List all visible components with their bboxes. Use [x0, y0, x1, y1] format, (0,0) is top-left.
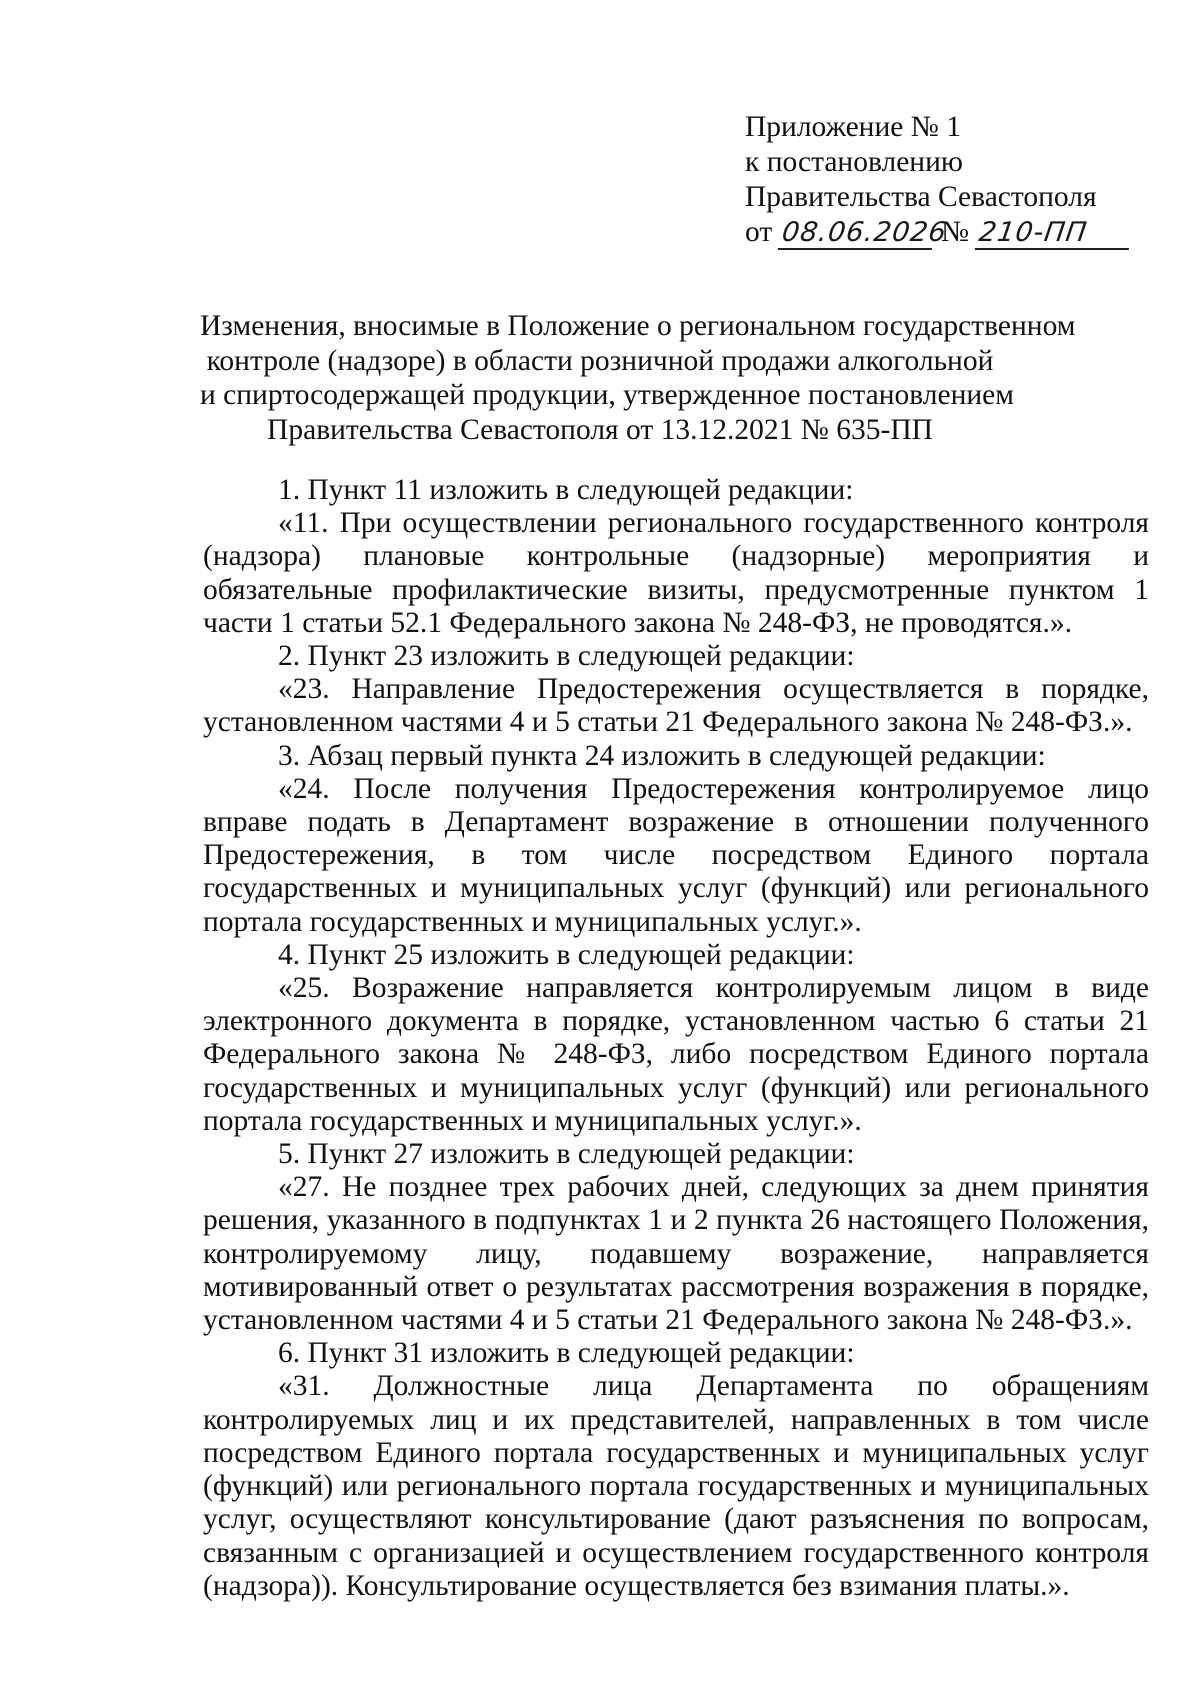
- paragraph-quote-23: «23. Направление Предостережения осуществляется в порядке, установленном частями 4 и 5 статьи 21 Федерального закона № 248-ФЗ.».: [203, 673, 1149, 739]
- handwritten-date: 08.06.2026: [777, 218, 935, 250]
- number-label: №: [941, 216, 970, 248]
- title-line: контроле (надзоре) в области розничной продажи алкогольной: [206, 344, 994, 377]
- appendix-date-line: [745, 215, 1145, 250]
- paragraph-item-3: 3. Абзац первый пункта 24 изложить в следующей редакции:: [278, 739, 1046, 772]
- paragraph-quote-31: «31. Должностные лица Департамента по обращениям контролируемых лиц и их представителей, направленных в том числе посредством Единого портала государственных и муниципальных услуг (функций) или регионального портала государственных и муниципальных услуг, осуществляют консультирование (дают разъяснения по вопросам, связанным с организацией и осуществлением государственного контроля (надзора)). Консультирование осуществляется без взимания платы.».: [203, 1370, 1149, 1602]
- appendix-number: Приложение № 1: [745, 111, 961, 143]
- paragraph-item-4: 4. Пункт 25 изложить в следующей редакции:: [278, 938, 855, 971]
- title-line: Изменения, вносимые в Положение о региональном государственном: [200, 310, 1076, 342]
- paragraph-item-2: 2. Пункт 23 изложить в следующей редакции:: [278, 640, 855, 673]
- paragraph-quote-25: «25. Возражение направляется контролируемым лицом в виде электронного документа в порядке, установленном частью 6 статьи 21 Федерального закона № 248-ФЗ, либо посредством Единого портала государственных и муниципальных услуг (функций) или регионального портала государственных и муниципальных услуг.».: [203, 972, 1149, 1137]
- appendix-to-resolution: к постановлению: [745, 146, 963, 178]
- appendix-header: [745, 110, 1145, 250]
- document-title: [200, 309, 1076, 447]
- paragraph-quote-24: «24. После получения Предостережения контролируемое лицо вправе подать в Департамент возражение в отношении полученного Предостережения, в том числе посредством Единого портала государственных и муниципальных услуг (функций) или регионального портала государственных и муниципальных услуг.».: [203, 772, 1149, 938]
- from-label: от: [745, 216, 773, 248]
- paragraph-item-6: 6. Пункт 31 изложить в следующей редакции:: [278, 1337, 855, 1370]
- document-body: [203, 474, 1149, 1603]
- paragraph-item-5: 5. Пункт 27 изложить в следующей редакции:: [278, 1138, 855, 1171]
- appendix-government: Правительства Севастополя: [745, 181, 1097, 213]
- paragraph-quote-11: «11. При осуществлении регионального государственного контроля (надзора) плановые контрольные (надзорные) мероприятия и обязательные профилактические визиты, предусмотренные пунктом 1 части 1 статьи 52.1 Федерального закона № 248-ФЗ, не проводятся.».: [203, 507, 1149, 639]
- paragraph-quote-27: «27. Не позднее трех рабочих дней, следующих за днем принятия решения, указанного в подпунктах 1 и 2 пункта 26 настоящего Положения, контролируемому лицу, подавшему возражение, направляется мотивированный ответ о результатах рассмотрения возражения в порядке, установленном частями 4 и 5 статьи 21 Федерального закона № 248-ФЗ.».: [203, 1171, 1149, 1337]
- paragraph-item-1: 1. Пункт 11 изложить в следующей редакции:: [278, 474, 854, 506]
- title-line: и спиртосодержащей продукции, утвержденное постановлением: [200, 379, 1014, 411]
- handwritten-number: 210-ПП: [974, 218, 1132, 250]
- title-line: Правительства Севастополя от 13.12.2021 № 635-ПП: [267, 413, 933, 446]
